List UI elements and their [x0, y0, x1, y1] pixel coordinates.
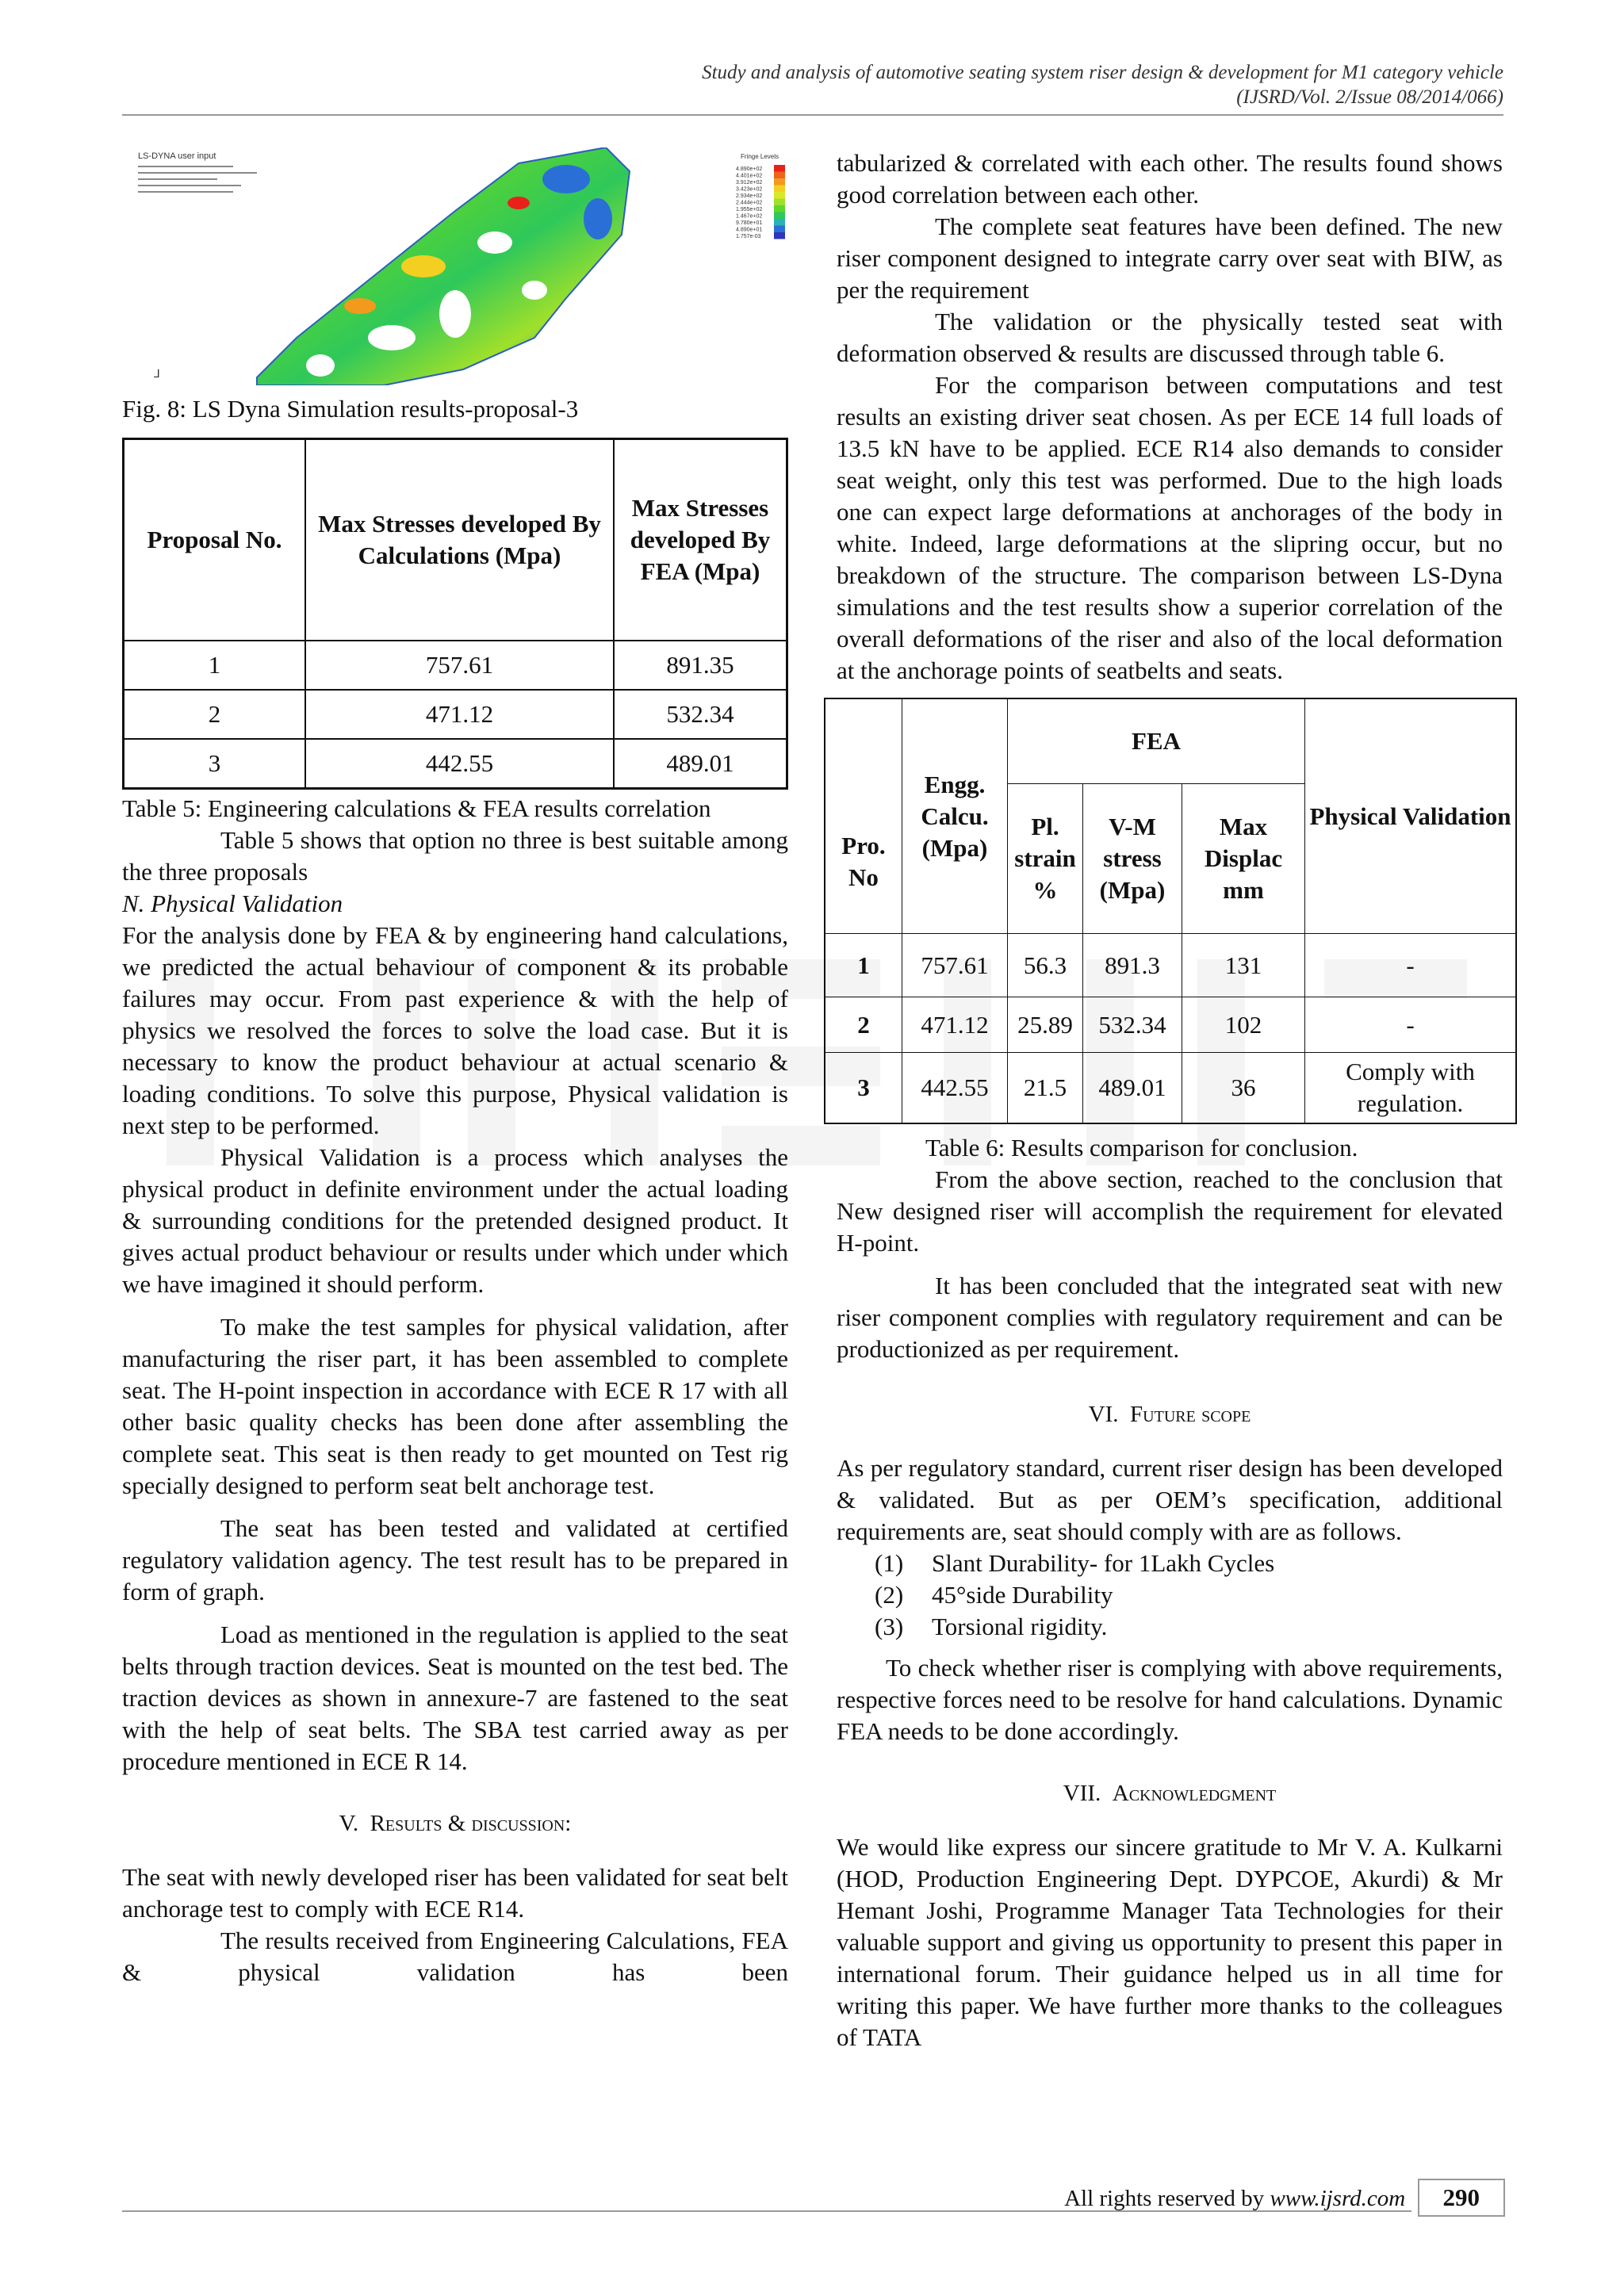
- paragraph: tabularized & correlated with each other. The results found shows good correlation between each other.: [837, 149, 1503, 209]
- table-6-caption: Table 6: Results comparison for conclusion.: [925, 1134, 1358, 1161]
- legend-swatch: [774, 199, 785, 206]
- table5-header-proposal: Proposal No.: [124, 439, 306, 641]
- list-item: (2) 45°side Durability: [875, 1581, 1113, 1609]
- table-cell: 102: [1182, 997, 1305, 1053]
- table6-header-strain: Pl. strain %: [1008, 784, 1083, 934]
- legend-value: 4.401e+02: [736, 173, 763, 179]
- table-cell: 25.89: [1008, 997, 1083, 1053]
- paragraph: As per regulatory standard, current riser design has been developed & validated. But as per OEM’s specification, additional requirements are, seat should comply with are as follows.: [837, 1454, 1503, 1545]
- table-cell: 1: [825, 934, 902, 997]
- table5-header-fea: Max Stresses developed By FEA (Mpa): [614, 439, 787, 641]
- table-row: [124, 739, 787, 789]
- table-cell: 21.5: [1008, 1053, 1083, 1124]
- page-number: 290: [1418, 2179, 1506, 2217]
- paragraph: Physical Validation is a process which analyses the physical product in definite environment under the actual loading & surrounding conditions for the pretended designed product. It gives actual product behaviour or results under which under which we have imagined it should perform.: [122, 1143, 788, 1298]
- legend-value: 1.757e-03: [736, 234, 761, 239]
- header-divider: [122, 114, 1503, 116]
- fea-stress-contour-plot: [122, 147, 793, 385]
- table-cell: 442.55: [305, 739, 614, 789]
- paragraph: The validation or the physically tested seat with deformation observed & results are discussed through table 6.: [837, 308, 1503, 367]
- table-cell: 532.34: [614, 690, 787, 739]
- table-5-caption: Table 5: Engineering calculations & FEA results correlation: [122, 794, 711, 822]
- table-cell: 489.01: [1083, 1053, 1182, 1124]
- table-cell: 891.3: [1083, 934, 1182, 997]
- paragraph: The results received from Engineering Calculations, FEA & physical validation has been: [122, 1927, 788, 1986]
- legend-value: 1.467e+02: [736, 213, 763, 220]
- legend-swatch: [774, 186, 785, 193]
- future-scope-list: [837, 1548, 1503, 1643]
- table-cell: 757.61: [902, 934, 1008, 997]
- table-cell: 2: [825, 997, 902, 1053]
- legend-swatch: [774, 178, 785, 186]
- table6-header-engg: Engg. Calcu. (Mpa): [902, 698, 1008, 934]
- table-cell: 891.35: [614, 641, 787, 690]
- table-cell: 1: [124, 641, 306, 690]
- legend-swatch: [774, 226, 785, 233]
- subsection-heading: N. Physical Validation: [122, 890, 343, 917]
- legend-swatch: [774, 232, 785, 239]
- table6-header-physical: Physical Validation: [1305, 698, 1517, 934]
- software-label: LS-DYNA user input: [138, 151, 216, 161]
- table-cell: 471.12: [902, 997, 1008, 1053]
- table-row: [124, 690, 787, 739]
- table-5: [122, 438, 788, 790]
- paragraph: From the above section, reached to the conclusion that New designed riser will accomplish the requirement for elevated H-point.: [837, 1165, 1503, 1257]
- table-row: [825, 934, 1516, 997]
- table6-header-stress: V-M stress (Mpa): [1083, 784, 1182, 934]
- table-cell: 36: [1182, 1053, 1305, 1124]
- legend-swatch: [774, 192, 785, 199]
- left-column: [122, 147, 788, 1988]
- legend-swatch: [774, 172, 785, 179]
- legend-value: 4.890e+01: [736, 227, 763, 233]
- table-cell: Comply with regulation.: [1305, 1053, 1517, 1124]
- section-heading-acknowledgment: VII. Acknowledgment: [1063, 1781, 1277, 1806]
- table-cell: 3: [825, 1053, 902, 1124]
- legend-value: 1.955e+02: [736, 207, 763, 212]
- table-cell: 131: [1182, 934, 1305, 997]
- legend-swatch: [774, 205, 785, 212]
- legend-swatch: [774, 219, 785, 226]
- footer-rights: All rights reserved by: [1064, 2186, 1265, 2211]
- fringe-legend: [736, 165, 785, 239]
- section-heading-results: V. Results & discussion:: [339, 1811, 572, 1836]
- svg-text:⅃: ⅃: [154, 369, 160, 381]
- table-cell: 56.3: [1008, 934, 1083, 997]
- table-row: [825, 1053, 1516, 1124]
- paragraph: To make the test samples for physical validation, after manufacturing the riser part, it has been assembled to complete seat. The H-point inspection in accordance with ECE R 17 with all other basic quality checks has been done after assembling the complete seat. This seat is then ready to get mounted on Test rig specially designed to perform seat belt anchorage test.: [122, 1313, 788, 1499]
- table-cell: 489.01: [614, 739, 787, 789]
- table-cell: 442.55: [902, 1053, 1008, 1124]
- table-cell: 532.34: [1083, 997, 1182, 1053]
- legend-value: 3.423e+02: [736, 186, 763, 193]
- running-header: [702, 60, 1503, 109]
- paragraph: The complete seat features have been defined. The new riser component designed to integrate carry over seat with BIW, as per the requirement: [837, 212, 1503, 304]
- paragraph: To check whether riser is complying with above requirements, respective forces need to be resolve for hand calculations. Dynamic FEA needs to be done accordingly.: [837, 1654, 1503, 1745]
- paragraph: The seat with newly developed riser has been validated for seat belt anchorage test to comply with ECE R14.: [122, 1863, 788, 1923]
- legend-value: 2.934e+02: [736, 193, 763, 199]
- legend-value: 4.890e+02: [736, 166, 763, 172]
- table6-header-displacement: Max Displac mm: [1182, 784, 1305, 934]
- paragraph: Load as mentioned in the regulation is applied to the seat belts through traction devices. Seat is mounted on the test bed. The traction devices as shown in annexure-7 are fastened to the seat with the help of seat belts. The SBA test carried away as per procedure mentioned in ECE R 14.: [122, 1621, 788, 1775]
- paragraph: For the comparison between computations and test results an existing driver seat chosen. As per ECE 14 full loads of 13.5 kN have to be applied. ECE R14 also demands to consider seat weight, only this test was performed. Due to the high loads one can expect large deformations at anchorages of the body in white. Indeed, large deformations at the slipring occur, but no breakdown of the structure. The comparison between LS-Dyna simulations and the test results show a superior correlation of the overall deformations of the riser and also of the local deformation at the anchorage points of seatbelts and seats.: [837, 371, 1503, 684]
- table-cell: 2: [124, 690, 306, 739]
- header-title: Study and analysis of automotive seating system riser design & development for M1 category vehicle: [702, 62, 1503, 83]
- legend-swatch: [774, 212, 785, 220]
- legend-value: 9.780e+01: [736, 220, 763, 226]
- paragraph: The seat has been tested and validated at certified regulatory validation agency. The test result has to be prepared in form of graph.: [122, 1514, 788, 1605]
- figure-8-caption: Fig. 8: LS Dyna Simulation results-proposal-3: [122, 395, 579, 423]
- table-cell: 471.12: [305, 690, 614, 739]
- table-row: [124, 641, 787, 690]
- list-item: (3) Torsional rigidity.: [875, 1613, 1108, 1640]
- table-cell: 3: [124, 739, 306, 789]
- legend-title: Fringe Levels: [741, 153, 779, 160]
- list-item: (1) Slant Durability- for 1Lakh Cycles: [875, 1549, 1275, 1577]
- paragraph: Table 5 shows that option no three is best suitable among the three proposals: [122, 826, 788, 886]
- table-cell: 757.61: [305, 641, 614, 690]
- section-heading-future-scope: VI. Future scope: [1088, 1402, 1251, 1427]
- paragraph: We would like express our sincere gratitude to Mr V. A. Kulkarni (HOD, Production Engineering Dept. DYPCOE, Akurdi) & Mr Hemant Joshi, Programme Manager Tata Technologies for their valuable support and giving us opportunity to present this paper in international forum. Their guidance helped us in all time for writing this paper. We have further more thanks to the colleagues of TATA: [837, 1833, 1503, 2051]
- footer-site-link[interactable]: www.ijsrd.com: [1270, 2186, 1406, 2211]
- footer-divider: [122, 2210, 1411, 2212]
- table6-header-fea: FEA: [1008, 698, 1305, 784]
- right-column: [837, 147, 1511, 2053]
- legend-value: 3.912e+02: [736, 180, 763, 186]
- legend-swatch: [774, 165, 785, 172]
- header-journal: (IJSRD/Vol. 2/Issue 08/2014/066): [1236, 86, 1503, 108]
- table-cell: -: [1305, 997, 1517, 1053]
- table-6: [824, 698, 1517, 1124]
- legend-value: 2.444e+02: [736, 200, 763, 206]
- table6-header-pro: Pro. No: [825, 698, 902, 934]
- figure-8: [122, 147, 793, 385]
- table-cell: -: [1305, 934, 1517, 997]
- table5-header-calc: Max Stresses developed By Calculations (Mpa): [305, 439, 614, 641]
- table-row: [825, 997, 1516, 1053]
- paragraph: It has been concluded that the integrated seat with new riser component complies with regulatory requirement and can be productionized as per requirement.: [837, 1272, 1503, 1363]
- paragraph: For the analysis done by FEA & by engineering hand calculations, we predicted the actual behaviour of component & its probable failures may occur. From past experience & with the help of physics we resolved the forces to solve the load case. But it is necessary to know the product behaviour at actual scenario & loading conditions. To solve this purpose, Physical validation is next step to be performed.: [122, 921, 788, 1139]
